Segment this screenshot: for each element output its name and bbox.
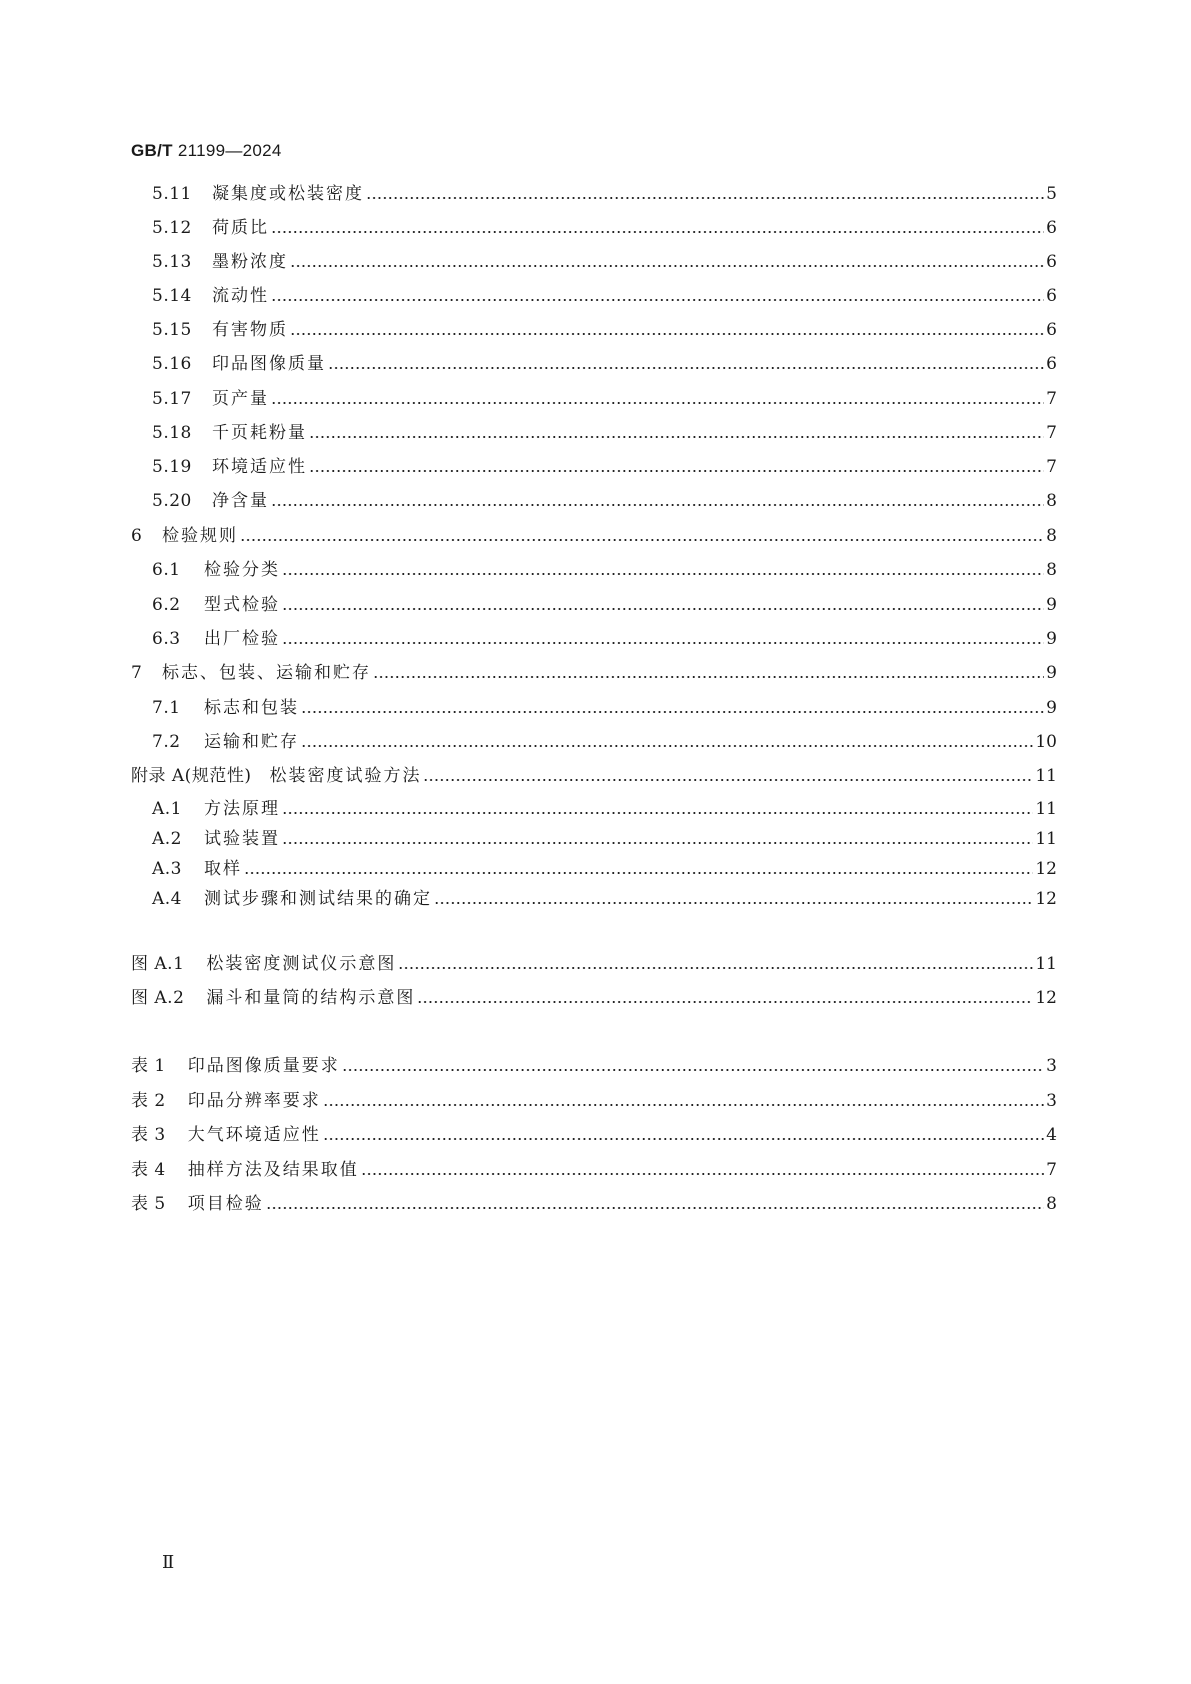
toc-entry-number: A.4 xyxy=(152,889,182,909)
toc-dot-leader xyxy=(323,1101,1044,1109)
toc-entry-number: 附录 A(规范性) xyxy=(131,766,252,786)
toc-entry[interactable] xyxy=(131,764,1057,788)
toc-entry[interactable] xyxy=(152,696,1057,720)
standard-number xyxy=(131,141,282,161)
toc-entry-page: 9 xyxy=(1046,629,1057,649)
toc-entry-number: 5.19 xyxy=(152,457,192,477)
toc-dot-leader xyxy=(271,228,1044,236)
toc-table-entry[interactable] xyxy=(131,1158,1057,1182)
toc-table-entry[interactable] xyxy=(131,1123,1057,1147)
toc-entry-number: 5.12 xyxy=(152,218,192,238)
toc-entry[interactable] xyxy=(152,284,1057,308)
toc-dot-leader xyxy=(361,1170,1044,1178)
toc-entry-number: 5.17 xyxy=(152,389,192,409)
toc-entry[interactable] xyxy=(152,593,1057,617)
toc-entry-number: 5.13 xyxy=(152,252,192,272)
toc-entry[interactable] xyxy=(152,421,1057,445)
toc-entry-page: 9 xyxy=(1046,595,1057,615)
toc-dot-leader xyxy=(271,399,1044,407)
toc-entry-page: 10 xyxy=(1035,732,1057,752)
toc-figure-entry[interactable] xyxy=(131,952,1057,976)
toc-dot-leader xyxy=(398,964,1033,972)
toc-dot-leader xyxy=(342,1066,1044,1074)
toc-entry[interactable] xyxy=(152,887,1057,911)
toc-entry-number: 图 A.2 xyxy=(131,988,185,1008)
toc-entry[interactable] xyxy=(152,455,1057,479)
page-number: Ⅱ xyxy=(162,1552,175,1573)
toc-dot-leader xyxy=(282,570,1044,578)
toc-entry-number: A.1 xyxy=(152,799,182,819)
toc-dot-leader xyxy=(434,899,1033,907)
toc-entry-title: 测试步骤和测试结果的确定 xyxy=(204,889,432,909)
toc-figure-entry[interactable] xyxy=(131,986,1057,1010)
toc-entry-title: 墨粉浓度 xyxy=(212,252,288,272)
toc-entry-number: 6.1 xyxy=(152,560,181,580)
toc-entry-number: 5.20 xyxy=(152,491,192,511)
toc-entry-number: 图 A.1 xyxy=(131,954,185,974)
toc-table-entry[interactable] xyxy=(131,1192,1057,1216)
toc-entry-number: 表 1 xyxy=(131,1056,166,1076)
toc-entry-title: 项目检验 xyxy=(187,1194,264,1214)
toc-dot-leader xyxy=(240,536,1044,544)
toc-dot-leader xyxy=(244,869,1033,877)
toc-entry-title: 方法原理 xyxy=(204,799,280,819)
toc-entry-title: 印品图像质量 xyxy=(212,354,326,374)
standard-code: GB/T xyxy=(131,141,173,160)
toc-entry-title: 松装密度测试仪示意图 xyxy=(206,954,397,974)
toc-table-entry[interactable] xyxy=(131,1054,1057,1078)
toc-entry-title: 抽样方法及结果取值 xyxy=(187,1160,359,1180)
toc-entry-page: 12 xyxy=(1035,859,1057,879)
toc-entry-page: 6 xyxy=(1046,286,1057,306)
toc-entry-page: 9 xyxy=(1046,663,1057,683)
toc-entry-title: 漏斗和量筒的结构示意图 xyxy=(206,988,416,1008)
toc-entry[interactable] xyxy=(152,387,1057,411)
toc-entry-title: 标志、包装、运输和贮存 xyxy=(162,663,371,683)
toc-entry-page: 11 xyxy=(1035,766,1057,786)
toc-entry-number: 7 xyxy=(131,663,143,683)
toc-entry-title: 印品图像质量要求 xyxy=(187,1056,340,1076)
toc-entry-title: 有害物质 xyxy=(212,320,288,340)
toc-entry-title: 大气环境适应性 xyxy=(187,1125,321,1145)
toc-entry[interactable] xyxy=(131,661,1057,685)
toc-entry-title: 取样 xyxy=(204,859,242,879)
toc-entry-title: 印品分辨率要求 xyxy=(187,1091,321,1111)
toc-entry-title: 凝集度或松装密度 xyxy=(212,184,364,204)
toc-entry[interactable] xyxy=(152,489,1057,513)
toc-entry-page: 3 xyxy=(1046,1056,1057,1076)
toc-entry-number: A.3 xyxy=(152,859,182,879)
toc-dot-leader xyxy=(423,776,1033,784)
toc-entry-title: 出厂检验 xyxy=(204,629,280,649)
toc-entry-title: 运输和贮存 xyxy=(204,732,299,752)
toc-entry[interactable] xyxy=(152,827,1057,851)
toc-dot-leader xyxy=(290,262,1044,270)
toc-dot-leader xyxy=(282,839,1033,847)
toc-dot-leader xyxy=(282,605,1044,613)
toc-dot-leader xyxy=(290,330,1044,338)
toc-entry-page: 9 xyxy=(1046,698,1057,718)
toc-entry[interactable] xyxy=(152,216,1057,240)
toc-entry-title: 千页耗粉量 xyxy=(212,423,307,443)
toc-entry-title: 型式检验 xyxy=(204,595,280,615)
toc-entry-page: 6 xyxy=(1046,252,1057,272)
toc-entry-page: 7 xyxy=(1046,457,1057,477)
toc-entry-title: 页产量 xyxy=(212,389,269,409)
toc-entry-page: 11 xyxy=(1035,799,1057,819)
toc-entry-title: 检验规则 xyxy=(162,526,238,546)
toc-entry[interactable] xyxy=(152,318,1057,342)
toc-entry-number: 表 2 xyxy=(131,1091,166,1111)
toc-entry-page: 7 xyxy=(1046,1160,1057,1180)
toc-entry-title: 荷质比 xyxy=(212,218,269,238)
toc-entry-number: 6.2 xyxy=(152,595,181,615)
toc-entry-number: 6.3 xyxy=(152,629,181,649)
toc-entry-number: 表 3 xyxy=(131,1125,166,1145)
toc-entry-number: 5.16 xyxy=(152,354,192,374)
toc-dot-leader xyxy=(373,673,1044,681)
toc-entry[interactable] xyxy=(152,558,1057,582)
toc-entry-number: A.2 xyxy=(152,829,182,849)
toc-entry-page: 8 xyxy=(1046,526,1057,546)
toc-entry-page: 7 xyxy=(1046,423,1057,443)
toc-entry[interactable] xyxy=(152,182,1057,206)
toc-entry-title: 净含量 xyxy=(212,491,269,511)
toc-entry-number: 5.14 xyxy=(152,286,192,306)
toc-entry-page: 11 xyxy=(1035,829,1057,849)
toc-entry-page: 3 xyxy=(1046,1091,1057,1111)
toc-entry-page: 6 xyxy=(1046,218,1057,238)
toc-entry-page: 8 xyxy=(1046,560,1057,580)
toc-entry[interactable] xyxy=(152,857,1057,881)
toc-entry-page: 4 xyxy=(1046,1125,1057,1145)
toc-dot-leader xyxy=(323,1135,1044,1143)
toc-dot-leader xyxy=(366,194,1044,202)
toc-entry-number: 5.18 xyxy=(152,423,192,443)
toc-entry-page: 12 xyxy=(1035,988,1057,1008)
toc-entry-page: 8 xyxy=(1046,491,1057,511)
toc-entry[interactable] xyxy=(152,352,1057,376)
toc-entry[interactable] xyxy=(131,524,1057,548)
toc-dot-leader xyxy=(309,467,1044,475)
toc-entry-title: 松装密度试验方法 xyxy=(269,766,422,786)
toc-dot-leader xyxy=(271,296,1044,304)
toc-entry-number: 表 5 xyxy=(131,1194,166,1214)
toc-dot-leader xyxy=(309,433,1044,441)
toc-entry-title: 标志和包装 xyxy=(204,698,299,718)
toc-entry-page: 6 xyxy=(1046,320,1057,340)
toc-entry-page: 11 xyxy=(1035,954,1057,974)
toc-entry-page: 5 xyxy=(1046,184,1057,204)
toc-entry-title: 环境适应性 xyxy=(212,457,307,477)
toc-entry-number: 7.2 xyxy=(152,732,181,752)
toc-entry-title: 流动性 xyxy=(212,286,269,306)
toc-entry-page: 6 xyxy=(1046,354,1057,374)
toc-table-entry[interactable] xyxy=(131,1089,1057,1113)
toc-dot-leader xyxy=(271,501,1044,509)
toc-dot-leader xyxy=(301,742,1033,750)
toc-entry[interactable] xyxy=(152,627,1057,651)
toc-entry-number: 表 4 xyxy=(131,1160,166,1180)
toc-entry-number: 5.15 xyxy=(152,320,192,340)
toc-entry[interactable] xyxy=(152,730,1057,754)
toc-dot-leader xyxy=(282,809,1033,817)
toc-entry-number: 5.11 xyxy=(152,184,192,204)
toc-entry[interactable] xyxy=(152,797,1057,821)
toc-dot-leader xyxy=(328,364,1044,372)
standard-year: 21199—2024 xyxy=(172,141,282,160)
toc-entry-page: 8 xyxy=(1046,1194,1057,1214)
toc-entry-title: 试验装置 xyxy=(204,829,280,849)
toc-dot-leader xyxy=(417,998,1033,1006)
toc-dot-leader xyxy=(282,639,1044,647)
toc-entry[interactable] xyxy=(152,250,1057,274)
toc-dot-leader xyxy=(266,1204,1044,1212)
toc-entry-page: 7 xyxy=(1046,389,1057,409)
toc-entry-page: 12 xyxy=(1035,889,1057,909)
toc-entry-title: 检验分类 xyxy=(204,560,280,580)
toc-entry-number: 7.1 xyxy=(152,698,181,718)
toc-entry-number: 6 xyxy=(131,526,143,546)
toc-dot-leader xyxy=(301,708,1044,716)
